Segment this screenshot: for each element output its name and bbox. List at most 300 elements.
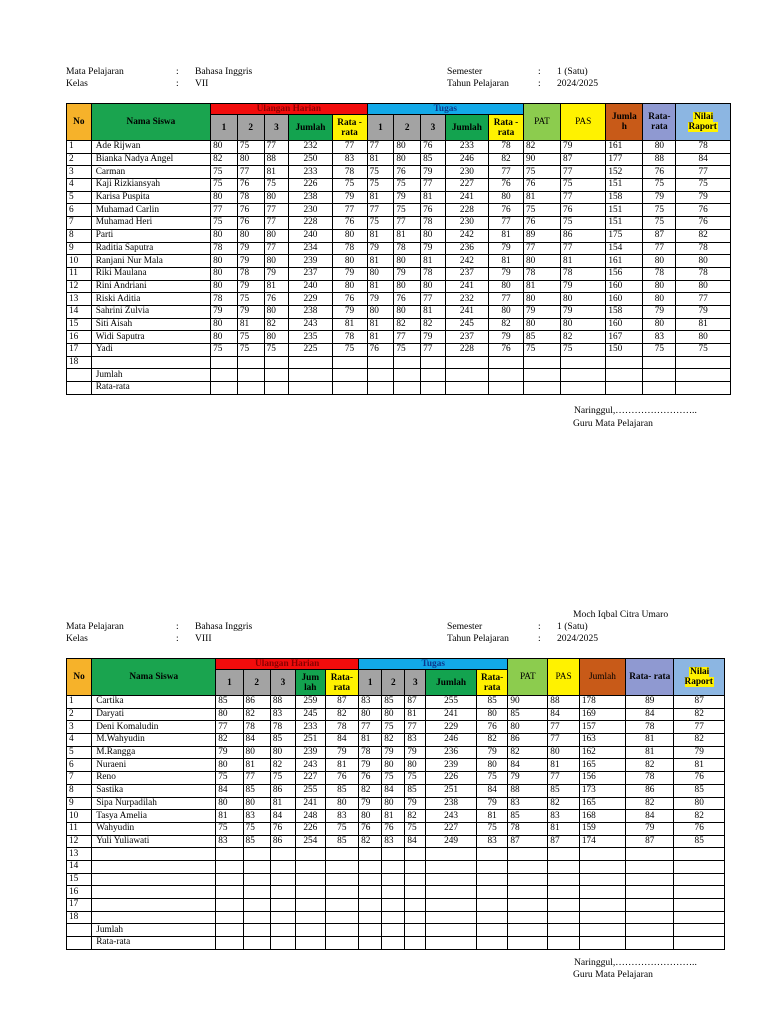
cell-tugas-1: 77 <box>367 141 394 154</box>
cell-jumlah-total: 154 <box>606 242 643 255</box>
cell-nama <box>92 860 216 873</box>
cell-empty <box>524 382 561 395</box>
cell-pat <box>508 848 548 861</box>
cell-empty <box>237 369 264 382</box>
cell-uh-rata: 75 <box>325 822 359 835</box>
cell-nilai-raport: 78 <box>676 242 731 255</box>
cell-rata-rata: 78 <box>643 267 676 280</box>
cell-uh-jumlah: 255 <box>296 784 325 797</box>
cell-no: 4 <box>67 179 92 192</box>
cell-uh-2: 78 <box>237 267 264 280</box>
cell-tugas-jumlah <box>426 848 476 861</box>
cell-uh-rata: 80 <box>332 229 367 242</box>
cell-empty <box>394 369 421 382</box>
cell-nilai-raport <box>674 873 725 886</box>
cell-uh-jumlah: 232 <box>289 141 332 154</box>
cell-uh-3: 85 <box>270 734 295 747</box>
cell-tugas-3: 77 <box>421 293 446 306</box>
cell-uh-rata: 78 <box>332 242 367 255</box>
cell-rata-rata <box>626 848 674 861</box>
cell-pat: 77 <box>524 242 561 255</box>
cell-tugas-3: 75 <box>405 822 426 835</box>
cell-tugas-2: 77 <box>394 331 421 344</box>
cell-uh-jumlah <box>289 356 332 369</box>
cell-empty <box>548 937 580 950</box>
cell-uh-jumlah: 243 <box>296 759 325 772</box>
cell-rata-rata: 80 <box>643 141 676 154</box>
footer-row <box>67 382 731 395</box>
cell-tugas-3: 76 <box>421 141 446 154</box>
cell-jumlah-total: 162 <box>579 746 625 759</box>
cell-pas: 75 <box>561 179 606 192</box>
cell-pat: 76 <box>524 179 561 192</box>
cell-uh-2: 75 <box>237 344 264 357</box>
cell-uh-1: 85 <box>216 696 243 709</box>
cell-tugas-2: 75 <box>394 179 421 192</box>
cell-jumlah-total <box>579 873 625 886</box>
cell-tugas-rata: 81 <box>489 229 524 242</box>
cell-empty <box>674 924 725 937</box>
header-rata-rata-total: Rata- rata <box>626 659 674 696</box>
cell-no: 9 <box>67 797 92 810</box>
header-tugas-jumlah: Jumlah <box>426 670 476 696</box>
table-row <box>67 305 731 318</box>
cell-tugas-jumlah: 245 <box>445 318 488 331</box>
cell-uh-jumlah: 239 <box>289 255 332 268</box>
cell-uh-2: 77 <box>243 772 270 785</box>
cell-tugas-jumlah <box>426 911 476 924</box>
cell-tugas-rata <box>476 911 508 924</box>
cell-nama: Muhamad Heri <box>91 217 210 230</box>
cell-uh-jumlah: 240 <box>289 280 332 293</box>
cell-uh-3: 75 <box>264 179 289 192</box>
cell-tugas-1: 81 <box>367 280 394 293</box>
cell-uh-rata: 83 <box>332 153 367 166</box>
cell-no: 10 <box>67 255 92 268</box>
cell-nilai-raport: 78 <box>676 267 731 280</box>
cell-nama: Cartika <box>92 696 216 709</box>
cell-pas: 79 <box>561 305 606 318</box>
cell-no: 16 <box>67 331 92 344</box>
cell-tugas-1: 82 <box>359 784 382 797</box>
cell-empty <box>67 382 92 395</box>
cell-uh-2: 76 <box>237 217 264 230</box>
cell-uh-2 <box>237 356 264 369</box>
table-row <box>67 746 725 759</box>
table-row <box>67 280 731 293</box>
cell-nama: Kaji Rizkiansyah <box>91 179 210 192</box>
cell-empty <box>445 382 488 395</box>
cell-tugas-1: 78 <box>359 746 382 759</box>
cell-empty <box>237 382 264 395</box>
cell-pas <box>548 899 580 912</box>
cell-uh-1 <box>216 848 243 861</box>
cell-empty <box>476 937 508 950</box>
cell-jumlah-total: 158 <box>606 191 643 204</box>
table-row <box>67 734 725 747</box>
cell-uh-3: 82 <box>264 318 289 331</box>
cell-tugas-1: 76 <box>367 344 394 357</box>
cell-tugas-jumlah: 241 <box>445 280 488 293</box>
cell-uh-1 <box>216 911 243 924</box>
cell-nilai-raport: 82 <box>674 708 725 721</box>
cell-nilai-raport: 77 <box>674 721 725 734</box>
header-uh-3: 3 <box>264 115 289 141</box>
cell-tugas-1: 77 <box>367 204 394 217</box>
cell-pat <box>508 886 548 899</box>
cell-nilai-raport: 76 <box>674 822 725 835</box>
header-uh-rata: Rata- rata <box>325 670 359 696</box>
cell-uh-3: 78 <box>270 721 295 734</box>
table-row <box>67 344 731 357</box>
cell-pas <box>548 886 580 899</box>
cell-no: 17 <box>67 899 92 912</box>
cell-tugas-rata: 80 <box>476 759 508 772</box>
header-pas: PAS <box>548 659 580 696</box>
cell-tugas-2: 81 <box>394 229 421 242</box>
cell-rata-rata: 87 <box>626 835 674 848</box>
cell-rata-rata <box>626 860 674 873</box>
cell-empty <box>216 924 243 937</box>
cell-nilai-raport: 84 <box>676 153 731 166</box>
cell-no: 14 <box>67 860 92 873</box>
cell-no: 10 <box>67 810 92 823</box>
cell-pas: 81 <box>548 822 580 835</box>
cell-nilai-raport: 81 <box>676 318 731 331</box>
cell-uh-1: 83 <box>216 835 243 848</box>
cell-empty <box>382 937 405 950</box>
cell-tugas-rata: 76 <box>489 344 524 357</box>
cell-uh-2: 86 <box>243 696 270 709</box>
cell-tugas-2 <box>382 911 405 924</box>
cell-rata-rata <box>626 873 674 886</box>
cell-tugas-rata: 76 <box>476 721 508 734</box>
cell-uh-2: 75 <box>237 293 264 306</box>
cell-uh-rata <box>325 911 359 924</box>
cell-uh-3: 88 <box>264 153 289 166</box>
cell-tugas-jumlah: 230 <box>445 217 488 230</box>
cell-tugas-jumlah: 232 <box>445 293 488 306</box>
cell-tugas-1: 77 <box>359 721 382 734</box>
cell-rata-rata: 79 <box>643 305 676 318</box>
cell-tugas-rata: 83 <box>476 835 508 848</box>
cell-tugas-1: 81 <box>359 734 382 747</box>
cell-uh-rata: 81 <box>332 318 367 331</box>
cell-pat: 90 <box>524 153 561 166</box>
cell-tugas-2: 76 <box>394 293 421 306</box>
cell-tugas-1: 82 <box>359 835 382 848</box>
cell-tugas-3: 81 <box>421 305 446 318</box>
cell-uh-1: 82 <box>211 153 238 166</box>
cell-uh-jumlah: 233 <box>289 166 332 179</box>
table-row <box>67 696 725 709</box>
cell-uh-2: 82 <box>243 708 270 721</box>
table-row <box>67 810 725 823</box>
cell-tugas-rata: 79 <box>476 797 508 810</box>
cell-tugas-rata: 85 <box>476 696 508 709</box>
cell-tugas-3: 85 <box>421 153 446 166</box>
cell-tugas-3: 78 <box>421 217 446 230</box>
cell-uh-3: 80 <box>264 191 289 204</box>
cell-pat: 85 <box>524 331 561 344</box>
cell-tugas-1: 76 <box>359 822 382 835</box>
table-row <box>67 721 725 734</box>
cell-empty <box>426 924 476 937</box>
cell-tugas-rata: 77 <box>489 217 524 230</box>
cell-uh-1: 80 <box>211 255 238 268</box>
cell-tugas-1 <box>367 356 394 369</box>
cell-empty <box>211 382 238 395</box>
cell-tugas-3: 81 <box>405 708 426 721</box>
cell-uh-rata: 75 <box>332 179 367 192</box>
cell-uh-jumlah: 234 <box>289 242 332 255</box>
kelas-label: Kelas <box>66 633 88 644</box>
header-tugas-2: 2 <box>382 670 405 696</box>
cell-tugas-rata: 82 <box>489 153 524 166</box>
cell-uh-1: 81 <box>216 810 243 823</box>
cell-tugas-3: 78 <box>421 267 446 280</box>
table-row <box>67 255 731 268</box>
cell-pas: 86 <box>561 229 606 242</box>
cell-uh-jumlah: 225 <box>289 344 332 357</box>
cell-uh-3 <box>270 848 295 861</box>
cell-rata-rata: 75 <box>643 204 676 217</box>
cell-uh-2: 85 <box>243 784 270 797</box>
cell-pas: 87 <box>561 153 606 166</box>
cell-no: 13 <box>67 848 92 861</box>
semester-label: Semester <box>447 621 483 632</box>
cell-jumlah-total <box>579 886 625 899</box>
cell-uh-1: 79 <box>216 746 243 759</box>
cell-tugas-rata: 82 <box>476 734 508 747</box>
cell-pat: 85 <box>508 810 548 823</box>
cell-jumlah-total: 152 <box>606 166 643 179</box>
cell-tugas-1: 81 <box>367 191 394 204</box>
cell-uh-2: 81 <box>243 759 270 772</box>
cell-tugas-rata <box>476 860 508 873</box>
cell-no: 9 <box>67 242 92 255</box>
cell-pat <box>524 356 561 369</box>
header-tugas-2: 2 <box>394 115 421 141</box>
cell-nilai-raport: 80 <box>674 797 725 810</box>
cell-tugas-2: 77 <box>394 217 421 230</box>
cell-no: 4 <box>67 734 92 747</box>
cell-nilai-raport: 82 <box>674 810 725 823</box>
grade-table-vii <box>66 103 731 395</box>
cell-no: 13 <box>67 293 92 306</box>
cell-uh-2: 79 <box>237 305 264 318</box>
cell-uh-2 <box>243 860 270 873</box>
cell-uh-3: 75 <box>270 772 295 785</box>
cell-uh-rata: 80 <box>325 797 359 810</box>
cell-tugas-jumlah: 246 <box>445 153 488 166</box>
cell-tugas-rata: 79 <box>489 331 524 344</box>
cell-rata-rata: 79 <box>626 822 674 835</box>
cell-jumlah-total: 151 <box>606 204 643 217</box>
cell-rata-rata <box>626 886 674 899</box>
cell-tugas-3: 75 <box>405 772 426 785</box>
cell-uh-rata: 76 <box>332 217 367 230</box>
cell-tugas-2: 79 <box>394 191 421 204</box>
cell-uh-3: 81 <box>264 166 289 179</box>
cell-jumlah-total: 178 <box>579 696 625 709</box>
cell-empty <box>524 369 561 382</box>
cell-jumlah-total: 174 <box>579 835 625 848</box>
cell-uh-1: 78 <box>211 293 238 306</box>
cell-tugas-3: 76 <box>421 204 446 217</box>
header-no: No <box>67 659 92 696</box>
cell-pas: 75 <box>561 217 606 230</box>
cell-uh-rata: 78 <box>325 721 359 734</box>
cell-empty <box>643 382 676 395</box>
cell-uh-1: 75 <box>211 217 238 230</box>
cell-no: 3 <box>67 721 92 734</box>
cell-tugas-2: 80 <box>382 797 405 810</box>
cell-empty <box>579 937 625 950</box>
cell-pat <box>508 873 548 886</box>
cell-pas: 88 <box>548 696 580 709</box>
cell-tugas-rata: 77 <box>489 166 524 179</box>
cell-tugas-2: 82 <box>382 734 405 747</box>
cell-empty <box>359 937 382 950</box>
cell-tugas-jumlah <box>426 860 476 873</box>
cell-pat: 84 <box>508 759 548 772</box>
cell-tugas-3: 79 <box>421 166 446 179</box>
header-ulangan-harian: Ulangan Harian <box>216 659 359 670</box>
cell-uh-jumlah: 228 <box>289 217 332 230</box>
cell-nilai-raport: 77 <box>676 293 731 306</box>
cell-pas: 80 <box>548 746 580 759</box>
cell-uh-1: 80 <box>211 318 238 331</box>
cell-empty <box>626 924 674 937</box>
cell-uh-jumlah: 226 <box>296 822 325 835</box>
cell-tugas-jumlah: 230 <box>445 166 488 179</box>
header-tugas: Tugas <box>367 104 523 115</box>
header-nama-siswa: Nama Siswa <box>91 104 210 141</box>
cell-tugas-rata: 76 <box>489 179 524 192</box>
cell-tugas-1 <box>359 860 382 873</box>
cell-uh-3: 77 <box>264 204 289 217</box>
cell-pas: 77 <box>561 191 606 204</box>
cell-empty <box>421 369 446 382</box>
table-row <box>67 873 725 886</box>
footer-row <box>67 924 725 937</box>
cell-uh-1: 80 <box>211 229 238 242</box>
table-row <box>67 886 725 899</box>
cell-pas: 82 <box>561 331 606 344</box>
cell-empty <box>606 382 643 395</box>
table-row <box>67 772 725 785</box>
cell-empty <box>426 937 476 950</box>
cell-tugas-1: 80 <box>359 810 382 823</box>
nilai-raport-label: Nilai Raport <box>688 112 717 132</box>
table-row <box>67 153 731 166</box>
cell-pat: 78 <box>508 822 548 835</box>
cell-jumlah-total <box>579 911 625 924</box>
cell-nama <box>92 848 216 861</box>
cell-uh-2: 76 <box>237 204 264 217</box>
cell-no: 15 <box>67 318 92 331</box>
cell-tugas-rata: 81 <box>476 810 508 823</box>
cell-pat: 75 <box>524 344 561 357</box>
cell-tugas-rata: 76 <box>489 204 524 217</box>
cell-uh-rata: 85 <box>325 835 359 848</box>
cell-tugas-2: 76 <box>382 822 405 835</box>
cell-tugas-rata: 81 <box>489 255 524 268</box>
header-uh-3: 3 <box>270 670 295 696</box>
cell-tugas-jumlah: 228 <box>445 344 488 357</box>
cell-rata-rata: 80 <box>643 255 676 268</box>
cell-uh-2: 79 <box>237 242 264 255</box>
cell-nama: Rini Andriani <box>91 280 210 293</box>
cell-uh-1: 79 <box>211 305 238 318</box>
cell-pat: 80 <box>508 721 548 734</box>
cell-empty <box>489 382 524 395</box>
footer-label: Rata-rata <box>92 937 216 950</box>
cell-uh-rata <box>332 356 367 369</box>
cell-uh-jumlah <box>296 873 325 886</box>
cell-uh-3: 75 <box>264 344 289 357</box>
cell-tugas-rata: 80 <box>489 191 524 204</box>
cell-nilai-raport: 85 <box>674 784 725 797</box>
cell-nilai-raport <box>674 860 725 873</box>
cell-nama: M.Rangga <box>92 746 216 759</box>
table-row <box>67 848 725 861</box>
cell-tugas-2: 79 <box>382 746 405 759</box>
cell-tugas-3: 83 <box>405 734 426 747</box>
cell-tugas-3: 87 <box>405 696 426 709</box>
cell-uh-jumlah <box>296 860 325 873</box>
cell-uh-3: 77 <box>264 242 289 255</box>
cell-tugas-3: 82 <box>421 318 446 331</box>
cell-no: 6 <box>67 204 92 217</box>
cell-pat: 79 <box>524 305 561 318</box>
cell-empty <box>548 924 580 937</box>
cell-jumlah-total: 157 <box>579 721 625 734</box>
cell-jumlah-total: 177 <box>606 153 643 166</box>
cell-tugas-2: 78 <box>394 242 421 255</box>
cell-nama: Ranjani Nur Mala <box>91 255 210 268</box>
cell-pat: 75 <box>524 204 561 217</box>
cell-uh-3 <box>270 873 295 886</box>
cell-empty <box>405 937 426 950</box>
cell-pas: 80 <box>561 318 606 331</box>
cell-tugas-2: 80 <box>394 280 421 293</box>
cell-pas: 81 <box>561 255 606 268</box>
cell-uh-jumlah: 227 <box>296 772 325 785</box>
cell-uh-jumlah <box>296 899 325 912</box>
cell-uh-1 <box>216 873 243 886</box>
cell-rata-rata: 79 <box>643 191 676 204</box>
cell-uh-jumlah: 248 <box>296 810 325 823</box>
cell-tugas-2 <box>394 356 421 369</box>
cell-rata-rata <box>626 911 674 924</box>
footer-label: Jumlah <box>91 369 210 382</box>
cell-nama: Muhamad Carlin <box>91 204 210 217</box>
cell-tugas-rata: 84 <box>476 784 508 797</box>
cell-empty <box>579 924 625 937</box>
cell-empty <box>67 937 92 950</box>
cell-tugas-2: 84 <box>382 784 405 797</box>
table-row <box>67 797 725 810</box>
cell-uh-jumlah <box>296 911 325 924</box>
cell-jumlah-total: 151 <box>606 217 643 230</box>
cell-uh-3 <box>270 911 295 924</box>
cell-nilai-raport: 78 <box>676 141 731 154</box>
cell-jumlah-total <box>579 899 625 912</box>
cell-uh-1: 75 <box>216 822 243 835</box>
cell-uh-jumlah: 250 <box>289 153 332 166</box>
